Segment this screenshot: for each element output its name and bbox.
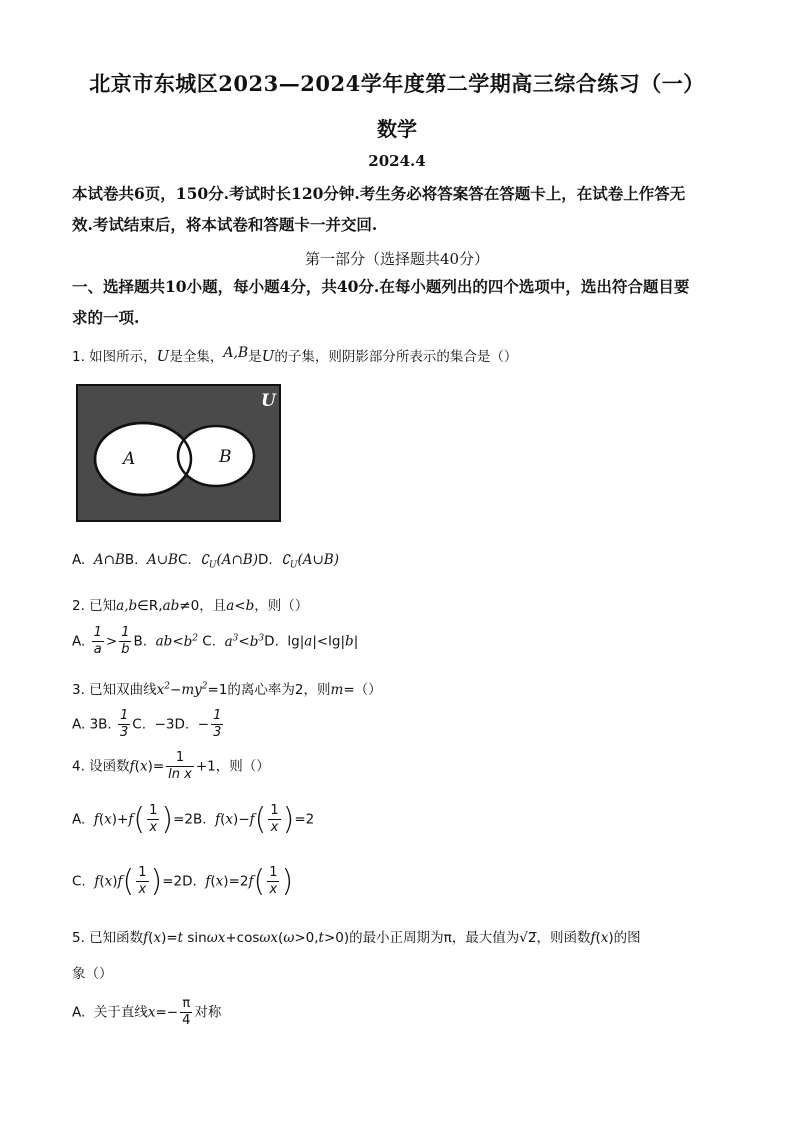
venn-diagram bbox=[76, 384, 281, 522]
question-5-stem-line-1: 5. 已知函数f(x)=t sinωx+cosωx(ω>0,t>0)的最小正周期为π，最大值为√2̅，则函数f(x)的图 bbox=[72, 930, 641, 946]
instructions-line-2: 效.考试结束后，将本试卷和答题卡一并交回. bbox=[72, 215, 378, 234]
question-4-options-ab: A. f(x)+f( $\frac{1}{x}$ )=2B. f(x)−f( $\frac{1}{x}$ )=2 bbox=[72, 802, 315, 837]
question-5-stem-line-2: 象（） bbox=[72, 966, 113, 982]
exam-subject: 数学 bbox=[377, 117, 417, 141]
question-4-options-cd: C. f(x)f( $\frac{1}{x}$ )=2D. f(x)=2f( $\frac{1}{x}$ ) bbox=[72, 864, 294, 899]
question-3-options: A. 3B. $\frac{1}{3}$ C. −3D. − $\frac{1}{3}$ bbox=[72, 708, 222, 740]
section-1-line-2: 求的一项. bbox=[72, 308, 140, 327]
exam-date: 2024.4 bbox=[368, 152, 426, 170]
question-5-option-a: A. 关于直线x=− $\frac{\pi}{4}$ 对称 bbox=[72, 996, 222, 1028]
label-b: B bbox=[219, 447, 232, 467]
question-1-stem: 1. 如图所示，U是全集，A,B是U的子集，则阴影部分所表示的集合是（） bbox=[72, 345, 518, 365]
question-3-stem: 3. 已知双曲线$x^2-my^2=1$的离心率为2，则m=（） bbox=[72, 681, 382, 698]
question-2-options: A. $\frac{1}{a}$ > $\frac{1}{b}$ B. $ab<b^2$ C. $a^3<b^3D$. lg|a|<lg|b| bbox=[72, 625, 359, 657]
question-2-stem: 2. 已知a,b∈R,ab≠0，且a<b，则（） bbox=[72, 598, 309, 614]
label-u: U bbox=[261, 391, 276, 411]
question-1-options: A. A∩BB. A∪BC. $∁_U(A\cap B)D$. $∁_U(A\cup B)$ bbox=[72, 552, 339, 571]
exam-title: 北京市东城区2023—2024学年度第二学期高三综合练习（一） bbox=[89, 71, 705, 96]
section-1-line-1: 一、选择题共10小题，每小题4分，共40分.在每小题列出的四个选项中，选出符合题目要 bbox=[72, 277, 690, 296]
instructions-line-1: 本试卷共6页，150分.考试时长120分钟.考生务必将答案答在答题卡上，在试卷上作答无 bbox=[72, 184, 686, 203]
set-b-ellipse bbox=[178, 426, 254, 486]
label-a: A bbox=[123, 449, 136, 469]
question-4-stem: 4. 设函数f(x)= $\frac{1}{\text{ln x}}$ +1，则（） bbox=[72, 750, 270, 782]
part-1-heading: 第一部分（选择题共40分） bbox=[304, 250, 490, 268]
